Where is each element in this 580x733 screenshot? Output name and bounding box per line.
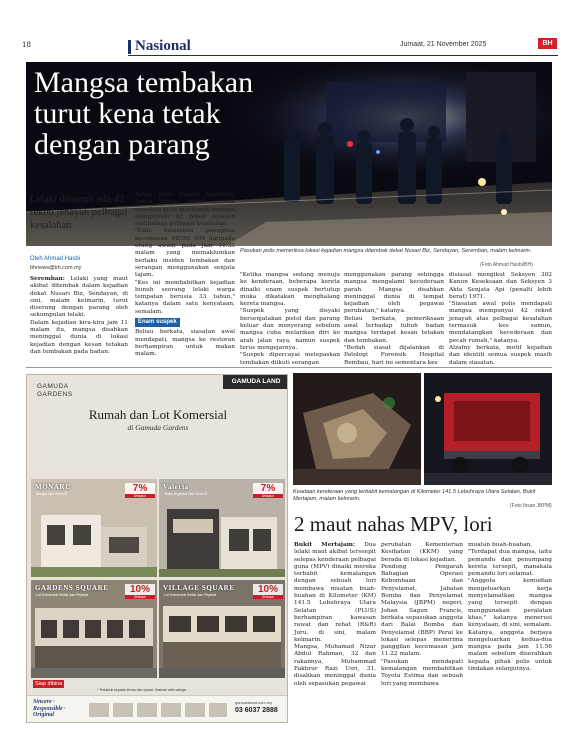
subhead-enam-suspek: Enam suspek: [135, 318, 180, 327]
photo-credit: (Foto Ahmad Hasbi/BH): [480, 262, 533, 268]
crash-photo-caption: Keadaan kenderaan yang terbabit kemalangan di Kilometer 141.5 Lebuhraya Utara Selatan, Bukit Mertajam, malam kelmarin.: [293, 489, 536, 502]
story1-column-3: [240, 272, 340, 367]
dateline: Bukit Mertajam:: [294, 542, 356, 548]
story2-col3-para-4: Katanya, anggota berjaya mengeluarkan kedua-dua mangsa pada jam 11.56 malam sebelum diserahkan kepada pihak polis untuk tindakan selanjutnya.: [468, 629, 552, 673]
ad-partner-logos: [89, 701, 229, 721]
story1-col3-para-3: "Suspek dipercayai melepaskan tembakan diikuti serangan: [240, 352, 340, 366]
story1-col5-para-2: "Siasatan awal polis mendapati mangsa mempunyai 42 rekod jenayah atas pelbagai kesalahan termasuk kes samun, mendatangkan kecederaan dan pecah rumah," katanya.: [449, 301, 552, 344]
ad-title: Rumah dan Lot Komersial: [88, 407, 228, 422]
story1-col1-para-2: Dalam kejadian kira-kira jam 11 malam itu, mangsa disahkan meninggal dunia di lokasi kejadian dengan kesan tetakan dan tembakan pada badan.: [30, 319, 128, 355]
second-headline: 2 maut nahas MPV, lori: [294, 512, 493, 536]
lorry-photo: [424, 373, 552, 485]
story2-column-1: [294, 542, 376, 688]
story2-col2-para-2: Pendong Pengarah Bahagian Operasi Kebombaan dan Penyelamat, Jabatan Bomba dan Penyelamat Malaysia (JBPM) negeri, Johan Sagun Francis, berkata sepasukan anggota dari Balai Bomba dan Penyelamat (BBP) Perai ke lokasi selepas menerima panggilan kecemasan jam 11.22 malam.: [381, 563, 463, 658]
story1-col3-para-1: "Ketika mangsa sedang menuju ke kenderaan, beberapa kereta dinaiki enam suspek bertutup muka dikatakan menghalang kereta mangsa.: [240, 272, 340, 308]
ad-phone-number[interactable]: 03 6037 2888: [235, 707, 278, 714]
crash-photo-wreckage: [293, 373, 421, 485]
story2-col3-para-3: "Anggota kemudian mengeluarkan kerja menyelamatkan mangsa yang tersepit dengan menggunakan peralatan khas," katanya menerusi kenyataan, di sini, semalam.: [468, 578, 552, 629]
crash-photo-credit: (Foto Ihsan JBPM): [510, 503, 552, 509]
ad-footer: [27, 695, 288, 723]
ad-website[interactable]: gamudaland.com.my: [235, 700, 273, 705]
ad-tile-village-square: [159, 580, 285, 678]
gamuda-advertisement[interactable]: [26, 374, 288, 723]
story1-col4-para-2: Beliau berkata, pemeriksaan awal terhadap tubuh badan mangsa terdapat kesan tetakan dan tembakan.: [344, 315, 444, 344]
ad-tile-name: Valeria: [163, 483, 189, 491]
dateline: Seremban:: [30, 276, 65, 282]
page-number: 18: [22, 41, 31, 49]
story1-column-1: [30, 276, 128, 356]
story2-col1-para-1: Bukit Mertajam: Dua lelaki maut akibat terseepit selepas kenderaan pelbagai guna (MPV) dinaiki mereka terbabit kemalangan dengan sebuah lori membawa muatan buah-buahan di Kilometer (KM) 141.5 Lebuhraya Utara Selatan (PLUS) berhampiran kawasan rawat dan rehat (R&R) Juru, di sini, malam kelmarin.: [294, 542, 376, 643]
story2-column-3: [468, 542, 552, 673]
ad-tile-sub: Lot Komersial Kedai dan Pejabat: [164, 593, 217, 597]
story1-col4-para-3: "Bedah siasat dijalankan di Patologi Forensik Hospital Rembau, hari ini sementara kes: [344, 344, 444, 366]
issue-date: Jumaat, 21 November 2025: [400, 41, 487, 48]
ad-tile-name: GARDENS SQUARE: [35, 584, 109, 592]
story1-column-2: [135, 192, 235, 359]
ad-brand-top: GAMUDA GARDENS: [37, 383, 73, 398]
ad-completed-label: Siap dibina: [35, 681, 63, 687]
story1-col2-para-1: Ketua Polis Negeri Sembilan, Datuk Alzafny Ahmad, berkata semakan polis mendapati mangsa mempunyai 42 rekod jenayah melibatkan pelbagai kesalahan.: [135, 192, 235, 228]
story1-col2-para-4: Beliau berkata, siasatan awal mendapati, mangsa ke restoran berhampiran untuk makan malam.: [135, 329, 235, 358]
story1-col5-para-3: Alzafny berkata, motif kejadian dan identiti semua suspek masih dalam siasatan.: [449, 344, 552, 366]
story1-col2-para-2: "Polis menerima panggilan kecemasan MERS 999 daripada orang awam pada jam 11.33 malam yang memaklumkan berlaku insiden tembakan dan serangan menggunakan senjata tajam.: [135, 228, 235, 279]
ad-tile-valeria: [159, 479, 285, 577]
photo-caption: Pasukan polis memeriksa lokasi kejadian mangsa ditembak dekat Nusari Biz, Sendayan, Seremban, malam kelmarin.: [240, 248, 532, 254]
ad-brand-banner: GAMUDA LAND: [223, 375, 288, 389]
discount-badge: 10% Diskaun: [125, 584, 155, 599]
ad-tile-name: MONARC: [35, 483, 71, 491]
story2-col2-para-3: "Pasukan mendapati kemalangan membabitkan Toyota Estima dan sebuah lori yang membawa: [381, 658, 463, 687]
story2-col3-para-1: muatan buah-buahan.: [468, 542, 533, 548]
ad-footnote: * Tertakluk kepada terma dan syarat. Ilustrasi artis sahaja.: [97, 688, 187, 692]
ad-tile-sub: Teres Superior dan Semi-D: [164, 492, 208, 496]
story2-col1-para-2: Mangsa, Mohamad Nizar Abdul Rahman, 32 dan rakannya, Muhammad Fakhrur Razi Usri, 31, disahkan meninggal dunia oleh sepasukan pegawai: [294, 644, 376, 687]
ad-tile-monarc: [31, 479, 157, 577]
section-rule: [128, 40, 131, 54]
wreckage-photo: [293, 373, 421, 485]
ad-tagline: Sincere · Responsible · Original: [33, 699, 66, 718]
section-label: Nasional: [135, 38, 191, 54]
ad-subtitle: di Gamuda Gardens: [127, 423, 189, 432]
byline: Oleh Ahmad Hasbi: [30, 256, 81, 262]
headline-line-3: dengan parang: [34, 128, 210, 161]
story2-column-2: [381, 542, 463, 688]
ad-tile-sub: Lot Komersial Kedai dan Pejabat: [36, 593, 89, 597]
story2-col2-para-1: perubatan Kementerian Kesihatan (KKM) yang berada di lokasi kejadian.: [381, 542, 463, 563]
story1-col4-para-1: menggunakan parang sehingga mangsa mengalami kecederaan parah. Mangsa disahkan meninggal dunia di tempat kejadian oleh pegawai perubatan," katanya.: [344, 272, 444, 315]
story2-col3-para-2: "Terdapat dua mangsa, iaitu pemandu dan penumpang kereta tersepit, manakala pemandu lori selamat.: [468, 549, 552, 578]
discount-badge: 7% Diskaun: [125, 483, 155, 498]
story1-col1-para-1: Seremban: Lelaki yang maut akibat ditembak dalam kejadian dekat Nusari Biz, Sendayan, di sini, malam kelmarin, turut diserang dengan parang oleh sekumpulan lelaki.: [30, 276, 128, 319]
story1-col5-para-1: disiasat mengikut Seksyen 302 Kanun Keseksaan dan Seksyen 3 Akta Senjata Api (penalti lebih berat) 1971.: [449, 272, 552, 300]
story1-column-4: [344, 272, 444, 367]
story1-col2-para-3: "Kes ini membabitkan kejadian bunuh seorang lelaki warga tempatan berusia 33 tahun," katanya dalam satu kenyataan, semalam.: [135, 279, 235, 315]
ad-tile-sub: Banglo dan Semi-D: [36, 492, 68, 496]
ad-tile-gardens-square: [31, 580, 157, 678]
ad-tile-name: VILLAGE SQUARE: [163, 584, 235, 592]
discount-badge: 7% Diskaun: [253, 483, 283, 498]
story1-col3-para-2: "Suspek yang disyaki bersenjatakan pistol dan parang keluar dan menyerang sebelum mangsa cuba melarikan diri ke arah jalan raya, namun suspek terus mengejarnya.: [240, 308, 340, 351]
discount-badge: 10% Diskaun: [253, 584, 283, 599]
story1-column-5: [449, 272, 552, 367]
story-lede: Lelaki dibunuh ada 42 rekod jenayah pelbagai kesalahan: [30, 194, 128, 231]
headline-line-2: turut kena tetak: [34, 97, 221, 130]
header-divider: [128, 55, 558, 56]
bh-logo: BH: [538, 38, 557, 49]
crash-photo-lorry: [424, 373, 552, 485]
headline-line-1: Mangsa tembakan: [34, 66, 254, 99]
byline-email: bhnews@bh.com.my: [30, 265, 82, 271]
section-divider: [26, 367, 552, 368]
main-headline: [34, 67, 324, 160]
